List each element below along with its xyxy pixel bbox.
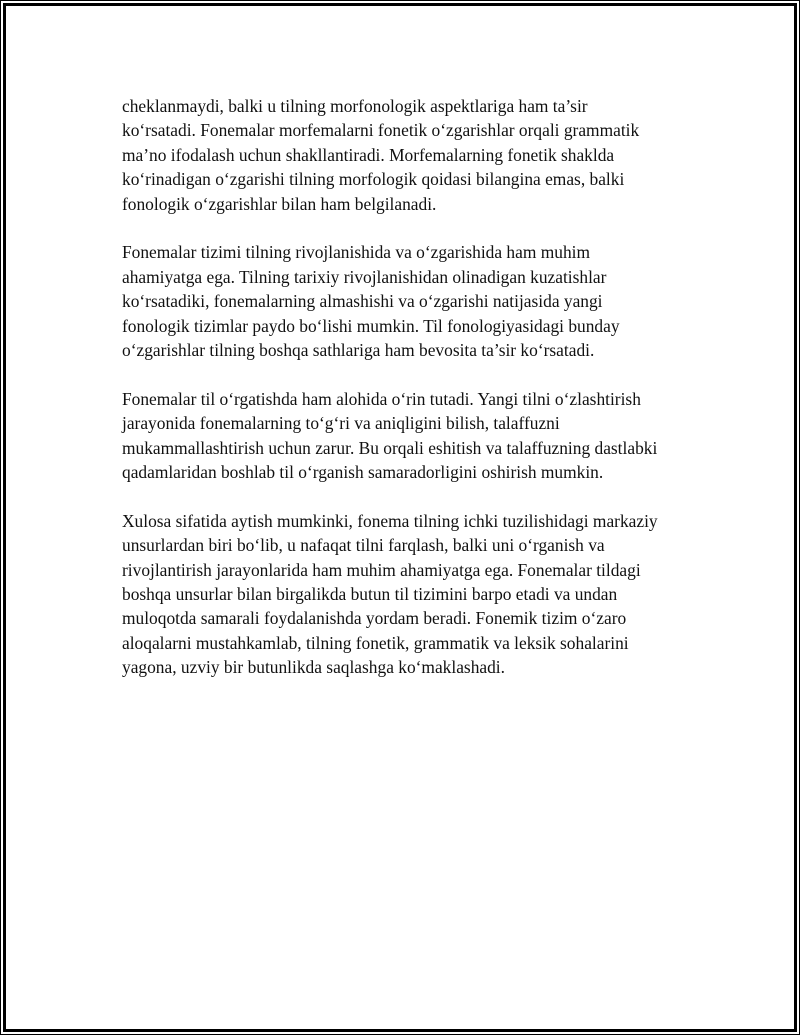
text-line: rivojlantirish jarayonlarida ham muhim ahamiyatga ega. Fonemalar tildagi <box>122 559 641 580</box>
text-line: ahamiyatga ega. Tilning tarixiy rivojlanishidan olinadigan kuzatishlar <box>122 266 607 287</box>
text-line: o‘zgarishlar tilning boshqa sathlariga ham bevosita ta’sir ko‘rsatadi. <box>122 340 595 361</box>
text-line: ko‘rsatadiki, fonemalarning almashishi va o‘zgarishi natijasida yangi <box>122 291 603 312</box>
paragraph-3 <box>122 387 694 485</box>
text-line: boshqa unsurlar bilan birgalikda butun til tizimini barpo etadi va undan <box>122 584 618 605</box>
text-line: jarayonida fonemalarning to‘g‘ri va aniqligini bilish, talaffuzni <box>122 413 560 434</box>
text-line: ma’no ifodalash uchun shakllantiradi. Morfemalarning fonetik shaklda <box>122 144 615 165</box>
text-line: cheklanmaydi, balki u tilning morfonologik aspektlariga ham ta’sir <box>122 96 588 116</box>
text-line: fonologik o‘zgarishlar bilan ham belgilanadi. <box>122 193 437 214</box>
text-line: aloqalarni mustahkamlab, tilning fonetik, grammatik va leksik sohalarini <box>122 632 629 653</box>
text-line: Xulosa sifatida aytish mumkinki, fonema tilning ichki tuzilishidagi markaziy <box>122 510 658 531</box>
paragraph-1 <box>122 94 694 216</box>
text-line: unsurlardan biri bo‘lib, u nafaqat tilni farqlash, balki uni o‘rganish va <box>122 535 605 556</box>
text-line: yagona, uzviy bir butunlikda saqlashga ko‘maklashadi. <box>122 657 505 678</box>
paragraph-4 <box>122 509 694 680</box>
document-body <box>122 94 694 704</box>
text-line: fonologik tizimlar paydo bo‘lishi mumkin. Til fonologiyasidagi bunday <box>122 315 620 336</box>
text-line: ko‘rsatadi. Fonemalar morfemalarni fonetik o‘zgarishlar orqali grammatik <box>122 120 640 141</box>
text-line: ko‘rinadigan o‘zgarishi tilning morfologik qoidasi bilangina emas, balki <box>122 169 625 190</box>
paragraph-2 <box>122 240 694 362</box>
text-line: Fonemalar tizimi tilning rivojlanishida va o‘zgarishida ham muhim <box>122 242 591 263</box>
text-line: mukammallashtirish uchun zarur. Bu orqali eshitish va talaffuzning dastlabki <box>122 437 658 458</box>
text-line: muloqotda samarali foydalanishda yordam beradi. Fonemik tizim o‘zaro <box>122 608 627 629</box>
text-line: Fonemalar til o‘rgatishda ham alohida o‘rin tutadi. Yangi tilni o‘zlashtirish <box>122 388 641 409</box>
text-line: qadamlaridan boshlab til o‘rganish samaradorligini oshirish mumkin. <box>122 462 604 483</box>
